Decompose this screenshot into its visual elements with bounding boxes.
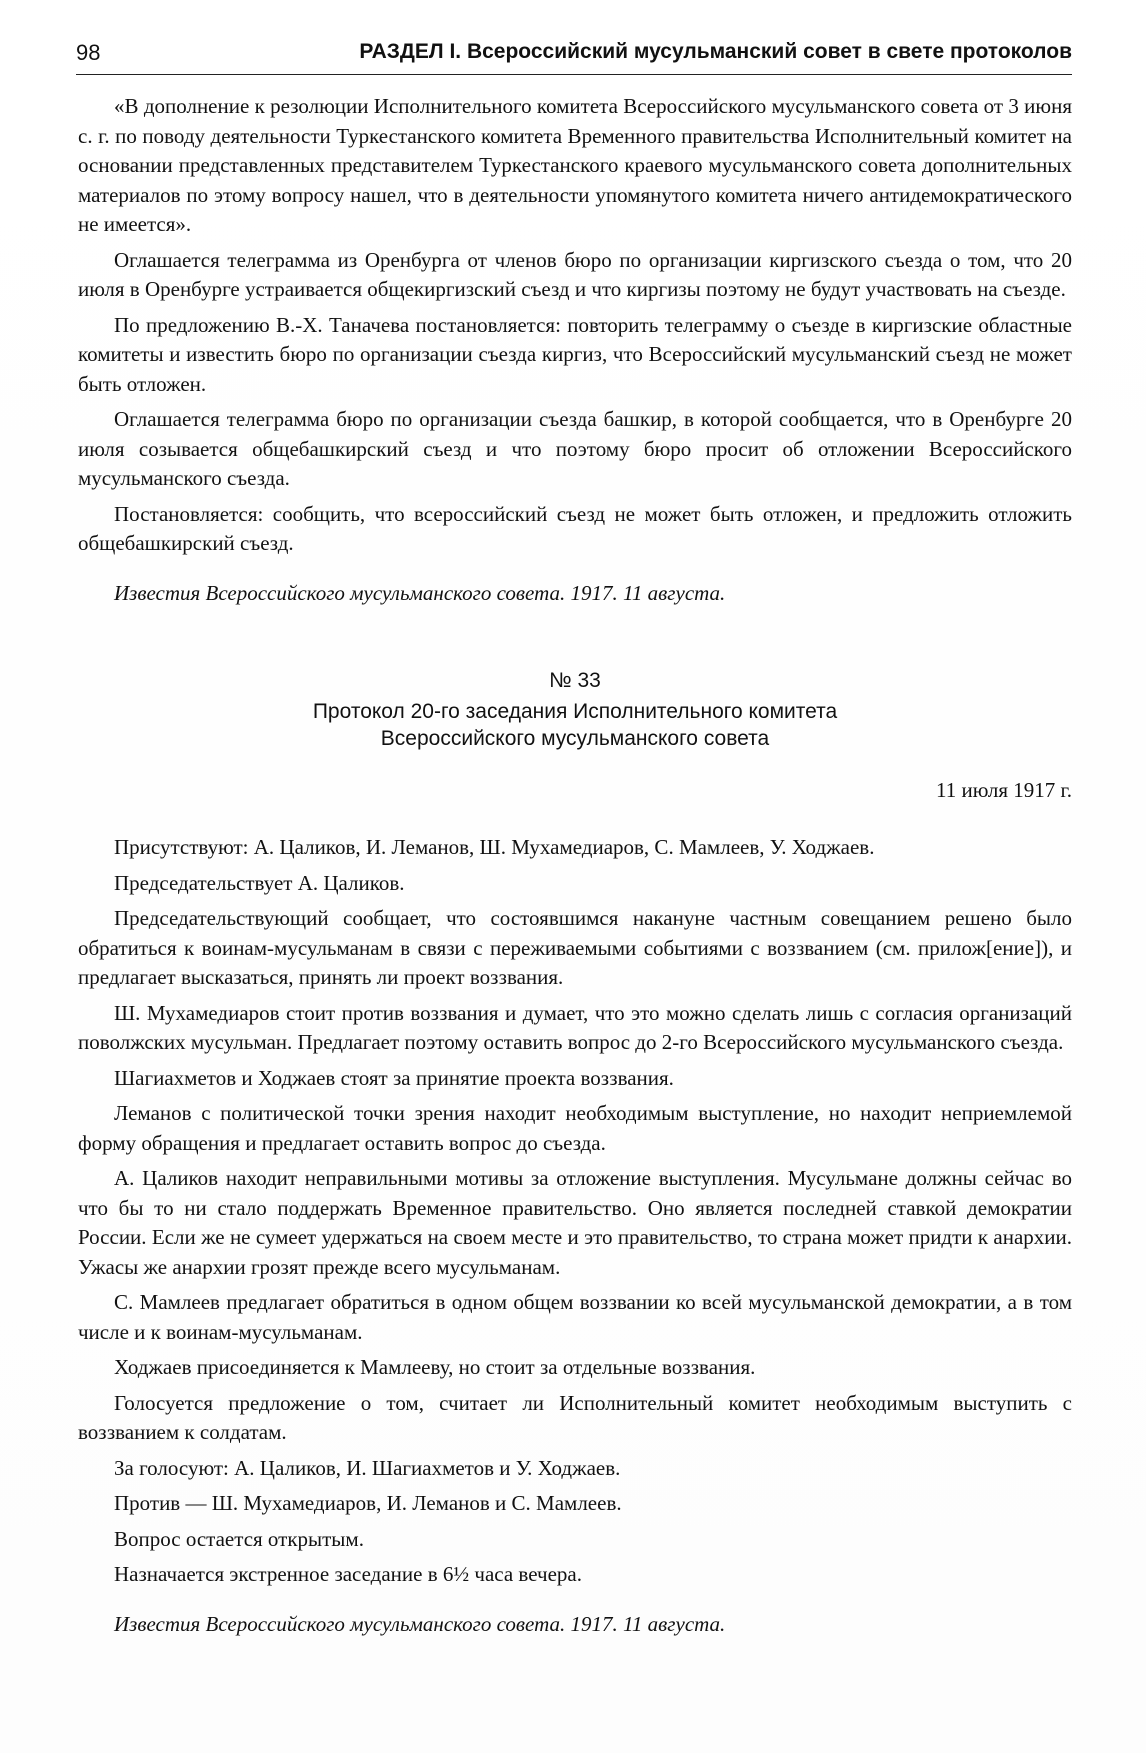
paragraph: Шагиахметов и Ходжаев стоят за принятие проекта воззвания. (114, 1065, 674, 1090)
protocol-body (78, 833, 1072, 1639)
paragraph: «В дополнение к резолюции Исполнительного комитета Всероссийского мусульманского совета от 3 июня с. г. по поводу деятельности Туркестанского комитета Временного правительства Исполнительный комитет на основании представленных представителем Туркестанского краевого мусульманского совета дополнительных материалов по этому вопросу нашел, что в деятельности упомянутого комитета ничего антидемократического не имеется». (78, 94, 1072, 236)
paragraph: Председательствующий сообщает, что состоявшимся накануне частным совещанием решено было обратиться к воинам-мусульманам в связи с переживаемыми событиями с воззванием (см. прилож[ение]), и предлагает высказаться, принять ли проект воззвания. (78, 906, 1072, 989)
section-continuation (78, 92, 1072, 608)
paragraph: Ходжаев присоединяется к Мамлееву, но стоит за отдельные воззвания. (114, 1355, 756, 1379)
page-header (76, 38, 1072, 75)
page-number: 98 (76, 40, 101, 65)
document-title-line-1: Протокол 20-го заседания Исполнительного комитета (312, 700, 838, 723)
running-title: РАЗДЕЛ I. Всероссийский мусульманский совет в свете протоколов (359, 40, 1072, 63)
document-heading (78, 667, 1072, 752)
document-number: № 33 (549, 669, 601, 692)
paragraph: Против — Ш. Мухамедиаров, И. Леманов и С. Мамлеев. (114, 1491, 622, 1515)
paragraph: Оглашается телеграмма из Оренбурга от членов бюро по организации киргизского съезда о том, что 20 июля в Оренбурге устраивается общекиргизский съезд и что киргизы поэтому не будут участвовать на съезде. (78, 247, 1072, 301)
paragraph: Вопрос остается открытым. (114, 1526, 364, 1551)
paragraph: Ш. Мухамедиаров стоит против воззвания и думает, что это можно сделать лишь с согласия организаций поволжских мусульман. Предлагает поэтому оставить вопрос до 2-го Всероссийского мусульманского съезда. (78, 1000, 1072, 1054)
paragraph: А. Цаликов находит неправильными мотивы за отложение выступления. Мусульмане должны сейчас во что бы то ни стало поддержать Временное правительство. Оно является последней ставкой демократии России. Если же не сумеет удержаться на своем месте и это правительство, то страна может придти к анархии. Ужасы же анархии грозят прежде всего мусульманам. (78, 1166, 1072, 1279)
document-title-line-2: Всероссийского мусульманского совета (380, 727, 770, 750)
paragraph: Леманов с политической точки зрения находит необходимым выступление, но находит неприемлемой форму обращения и предлагает оставить вопрос до съезда. (78, 1101, 1072, 1155)
paragraph: Постановляется: сообщить, что всероссийский съезд не может быть отложен, и предложить отложить общебашкирский съезд. (78, 501, 1072, 555)
document-date: 11 июля 1917 г. (935, 778, 1072, 802)
paragraph: Назначается экстренное заседание в 6½ часа вечера. (114, 1562, 582, 1586)
paragraph: Оглашается телеграмма бюро по организации съезда башкир, в которой сообщается, что в Оренбурге 20 июля созывается общебашкирский съезд и что поэтому бюро просит об отложении Всероссийского мусульманского съезда. (78, 407, 1072, 490)
paragraph: За голосуют: А. Цаликов, И. Шагиахметов и У. Ходжаев. (114, 1455, 621, 1480)
source-citation: Известия Всероссийского мусульманского совета. 1917. 11 августа. (114, 580, 726, 605)
paragraph: С. Мамлеев предлагает обратиться в одном общем воззвании ко всей мусульманской демократии, а в том числе и к воинам-мусульманам. (78, 1290, 1072, 1344)
paragraph: Присутствуют: А. Цаликов, И. Леманов, Ш. Мухамедиаров, С. Мамлеев, У. Ходжаев. (114, 835, 875, 859)
paragraph: По предложению В.-Х. Таначева постановляется: повторить телеграмму о съезде в киргизские областные комитеты и известить бюро по организации съезда киргиз, что Всероссийский мусульманский съезд не может быть отложен. (78, 312, 1072, 396)
paragraph: Голосуется предложение о том, считает ли Исполнительный комитет необходимым выступить с воззванием к солдатам. (78, 1390, 1072, 1444)
source-citation: Известия Всероссийского мусульманского совета. 1917. 11 августа. (114, 1611, 726, 1636)
paragraph: Председательствует А. Цаликов. (114, 870, 405, 895)
